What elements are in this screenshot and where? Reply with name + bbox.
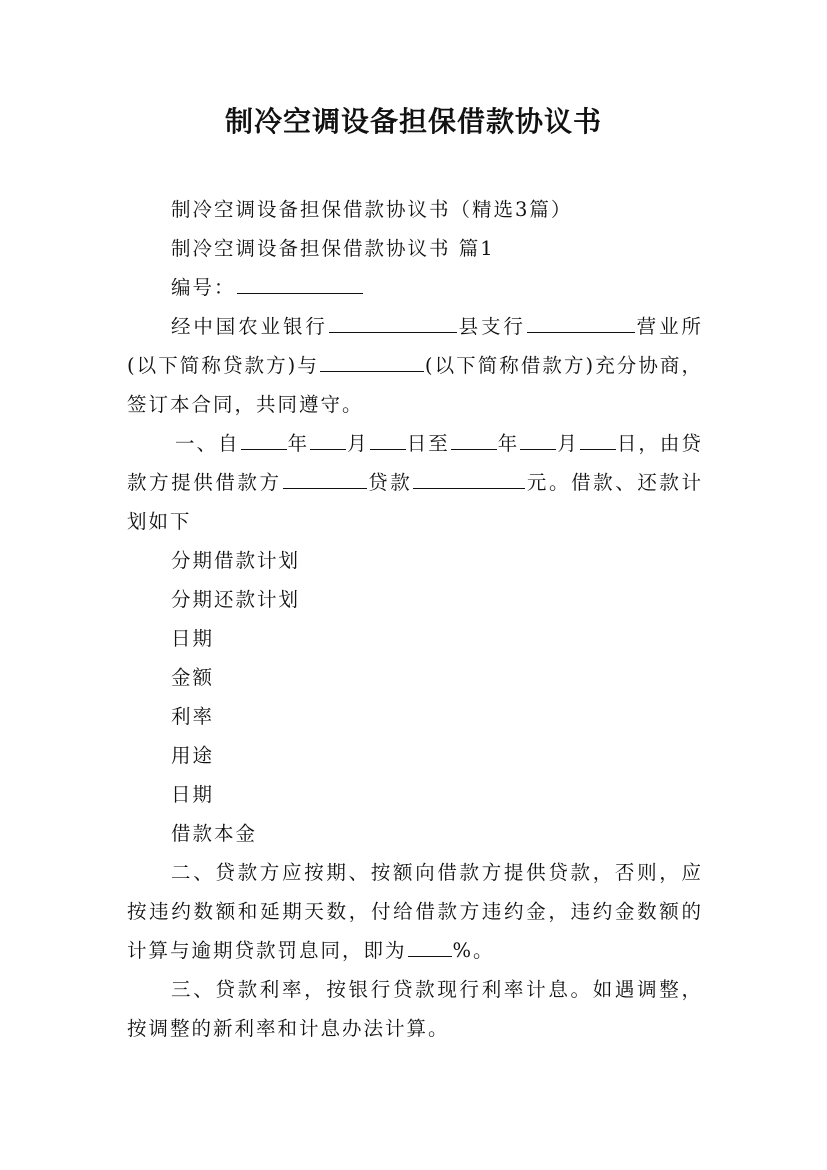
number-line — [127, 268, 703, 307]
paragraph-parties — [127, 307, 703, 424]
list-item: 利率 — [171, 705, 215, 728]
clause-1-day-to: 日至 — [406, 432, 450, 455]
list-item: 日期 — [171, 627, 215, 650]
start-month-blank — [310, 429, 346, 450]
county-blank — [329, 312, 457, 333]
list-item: 用途 — [171, 744, 215, 767]
branch-blank — [527, 312, 635, 333]
number-label: 编号： — [171, 276, 236, 299]
list-item: 分期借款计划 — [171, 549, 301, 572]
clause-1-month-2: 月 — [557, 432, 579, 455]
paragraph-parties-text-3: 营业所(以下简称贷款方)与 — [127, 315, 703, 377]
end-day-blank — [580, 429, 616, 450]
clause-1-text-2: 日，由贷款方提供借款方 — [127, 432, 703, 494]
clause-1-text-3: 贷款 — [367, 471, 413, 494]
clause-1-year-2: 年 — [497, 432, 520, 455]
start-year-blank — [241, 429, 287, 450]
clause-1-year-1: 年 — [287, 432, 310, 455]
paragraph-clause-2 — [127, 853, 703, 970]
penalty-rate-blank — [408, 936, 452, 957]
clause-1-month-1: 月 — [347, 432, 369, 455]
list-item: 日期 — [171, 783, 215, 806]
document-title: 制冷空调设备担保借款协议书 — [224, 105, 602, 138]
start-day-blank — [370, 429, 406, 450]
document-body — [127, 190, 703, 1048]
list-item: 分期还款计划 — [171, 588, 301, 611]
document-subtitle: 制冷空调设备担保借款协议书（精选3篇） — [171, 198, 573, 221]
paragraph-parties-text-1: 经中国农业银行 — [171, 315, 328, 338]
end-month-blank — [520, 429, 556, 450]
clause-1-text-4: 元。借款、还款计划如下 — [127, 471, 703, 533]
list-item: 借款本金 — [171, 822, 258, 845]
paragraph-clause-3: 三、贷款利率，按银行贷款现行利率计息。如遇调整，按调整的新利率和计息办法计算。 — [127, 978, 703, 1040]
list-item: 金额 — [171, 666, 215, 689]
clause-2-text-2: %。 — [452, 939, 495, 962]
clause-1-text-1: 一、自 — [175, 432, 240, 455]
loan-type-blank — [283, 468, 367, 489]
paragraph-parties-text-4: (以下简称借款方)充分协商，签订本合同，共同遵守。 — [127, 354, 704, 416]
paragraph-parties-text-2: 县支行 — [457, 315, 526, 338]
section-heading: 制冷空调设备担保借款协议书 篇1 — [171, 237, 495, 260]
paragraph-clause-1 — [127, 424, 703, 541]
borrower-blank — [320, 351, 424, 372]
number-blank — [237, 273, 363, 294]
clause-2-text-1: 二、贷款方应按期、按额向借款方提供贷款，否则，应按违约数额和延期天数，付给借款方违约金，违约金数额的计算与逾期贷款罚息同，即为 — [127, 861, 703, 962]
end-year-blank — [451, 429, 497, 450]
loan-amount-blank — [413, 468, 525, 489]
